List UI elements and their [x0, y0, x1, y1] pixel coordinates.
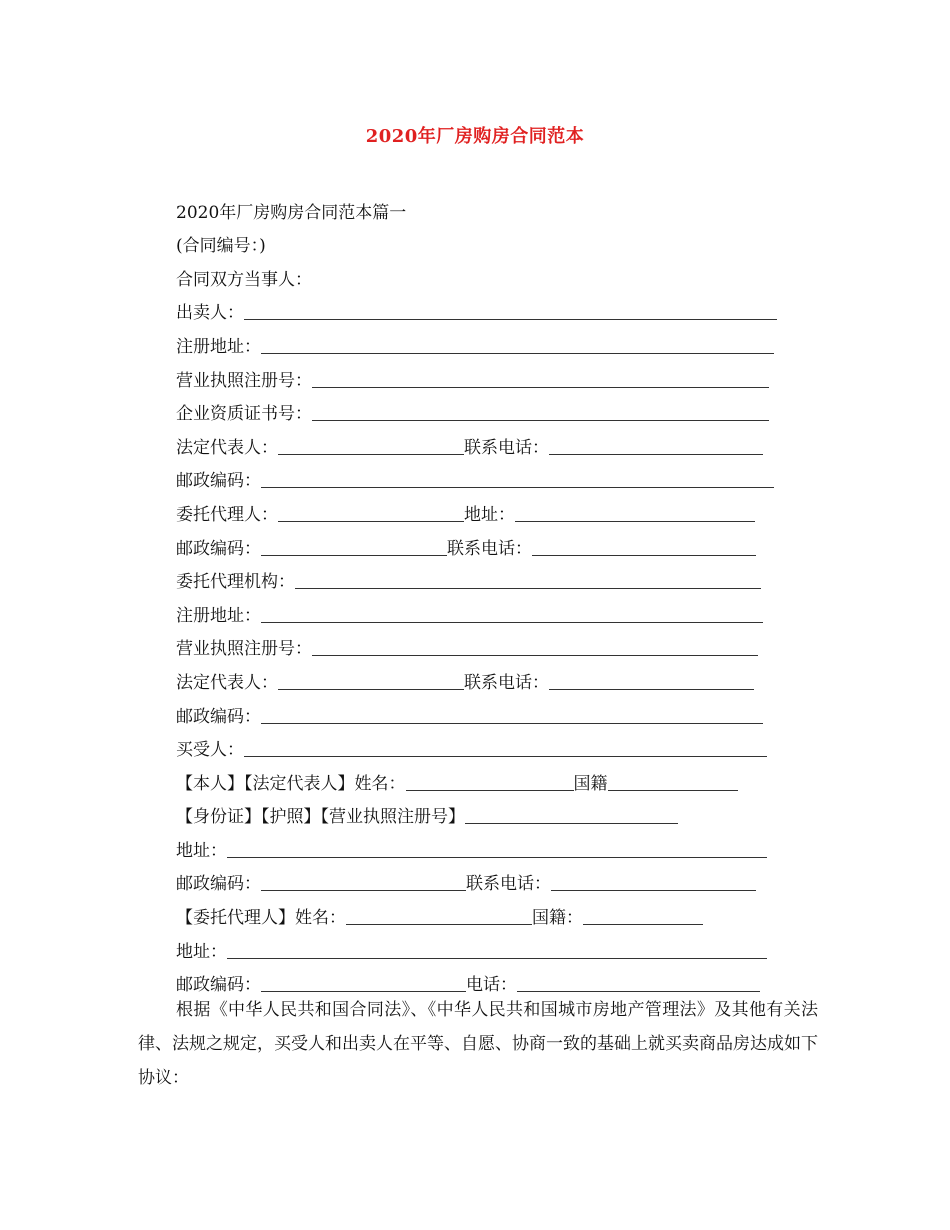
- seller-line: [176, 293, 796, 327]
- buyer-name-label: 【本人】【法定代表人】姓名：: [176, 773, 406, 794]
- agency-line: [176, 562, 796, 596]
- seller-license-label: 营业执照注册号：: [176, 370, 312, 391]
- section-heading-line: [176, 192, 796, 226]
- buyer-id-types: 【身份证】【护照】【营业执照注册号】: [176, 807, 465, 828]
- buyer-phone-blank: [551, 866, 756, 891]
- agency-rep-phone-label: 联系电话：: [464, 672, 549, 693]
- seller-agent-addr-label: 地址：: [464, 504, 515, 525]
- buyer-agent-postcode-blank: [261, 967, 466, 992]
- agency-postcode-blank: [261, 699, 763, 724]
- buyer-agent-nationality-label: 国籍：: [532, 908, 583, 929]
- buyer-name-blank: [406, 766, 574, 791]
- agency-rep-line: [176, 662, 796, 696]
- agency-license-line: [176, 629, 796, 663]
- buyer-postcode-line: [176, 864, 796, 898]
- buyer-agent-addr-blank: [227, 934, 767, 959]
- seller-postcode-blank: [261, 463, 774, 488]
- buyer-postcode-label: 邮政编码：: [176, 874, 261, 895]
- buyer-id-blank: [465, 799, 678, 824]
- parties-heading: 合同双方当事人：: [176, 269, 312, 290]
- agency-rep-blank: [278, 665, 464, 690]
- buyer-name-line: [176, 763, 796, 797]
- buyer-label: 买受人：: [176, 740, 244, 761]
- seller-rep-phone-blank: [549, 430, 763, 455]
- seller-blank: [244, 295, 777, 320]
- seller-license-line: [176, 360, 796, 394]
- buyer-agent-addr-line: [176, 931, 796, 965]
- preamble-paragraph: 根据《中华人民共和国合同法》、《中华人民共和国城市房地产管理法》及其他有关法律、法规之规定，买受人和出卖人在平等、自愿、协商一致的基础上就买卖商品房达成如下协议：: [138, 1000, 818, 1088]
- buyer-blank: [244, 732, 767, 757]
- buyer-addr-label: 地址：: [176, 840, 227, 861]
- seller-license-blank: [312, 363, 769, 388]
- seller-agent-addr-blank: [515, 497, 755, 522]
- seller-rep-phone-label: 联系电话：: [464, 437, 549, 458]
- contract-number: (合同编号：): [176, 236, 266, 257]
- buyer-agent-name-blank: [346, 900, 532, 925]
- buyer-nationality-blank: [608, 766, 738, 791]
- buyer-agent-postcode-label: 邮政编码：: [176, 975, 261, 996]
- agency-reg-addr-label: 注册地址：: [176, 605, 261, 626]
- buyer-agent-phone-label: 电话：: [466, 975, 517, 996]
- seller-cert-label: 企业资质证书号：: [176, 404, 312, 425]
- seller-agent-phone-blank: [532, 531, 756, 556]
- document-title: 2020年厂房购房合同范本: [365, 126, 585, 147]
- seller-rep-line: [176, 427, 796, 461]
- seller-reg-addr-blank: [261, 329, 774, 354]
- seller-agent-phone-label: 联系电话：: [447, 538, 532, 559]
- seller-reg-addr-label: 注册地址：: [176, 336, 261, 357]
- buyer-agent-phone-blank: [517, 967, 760, 992]
- agency-rep-phone-blank: [549, 665, 754, 690]
- seller-rep-label: 法定代表人：: [176, 437, 278, 458]
- contract-number-line: [176, 226, 796, 260]
- agency-reg-addr-line: [176, 595, 796, 629]
- agency-rep-label: 法定代表人：: [176, 672, 278, 693]
- seller-cert-blank: [312, 396, 769, 421]
- seller-agent-label: 委托代理人：: [176, 504, 278, 525]
- seller-agent-postcode-line: [176, 528, 796, 562]
- seller-cert-line: [176, 394, 796, 428]
- seller-agent-postcode-blank: [261, 531, 447, 556]
- seller-label: 出卖人：: [176, 303, 244, 324]
- buyer-line: [176, 730, 796, 764]
- buyer-id-line: [176, 797, 796, 831]
- agency-postcode-label: 邮政编码：: [176, 706, 261, 727]
- agency-label: 委托代理机构：: [176, 572, 295, 593]
- agency-license-blank: [312, 631, 758, 656]
- seller-postcode-line: [176, 461, 796, 495]
- buyer-addr-line: [176, 830, 796, 864]
- seller-rep-blank: [278, 430, 464, 455]
- parties-heading-line: [176, 259, 796, 293]
- seller-agent-blank: [278, 497, 464, 522]
- buyer-phone-label: 联系电话：: [466, 874, 551, 895]
- buyer-nationality-label: 国籍: [573, 773, 608, 794]
- section-heading: 2020年厂房购房合同范本篇一: [176, 202, 407, 223]
- contract-form: [176, 192, 796, 998]
- seller-reg-addr-line: [176, 326, 796, 360]
- buyer-agent-line: [176, 897, 796, 931]
- agency-license-label: 营业执照注册号：: [176, 639, 312, 660]
- buyer-agent-name-label: 【委托代理人】姓名：: [176, 908, 346, 929]
- buyer-agent-addr-label: 地址：: [176, 941, 227, 962]
- seller-postcode-label: 邮政编码：: [176, 471, 261, 492]
- buyer-postcode-blank: [261, 866, 466, 891]
- agency-reg-addr-blank: [261, 598, 763, 623]
- agency-blank: [295, 564, 761, 589]
- seller-agent-postcode-label: 邮政编码：: [176, 538, 261, 559]
- agency-postcode-line: [176, 696, 796, 730]
- seller-agent-line: [176, 494, 796, 528]
- buyer-agent-nationality-blank: [583, 900, 703, 925]
- buyer-addr-blank: [227, 833, 767, 858]
